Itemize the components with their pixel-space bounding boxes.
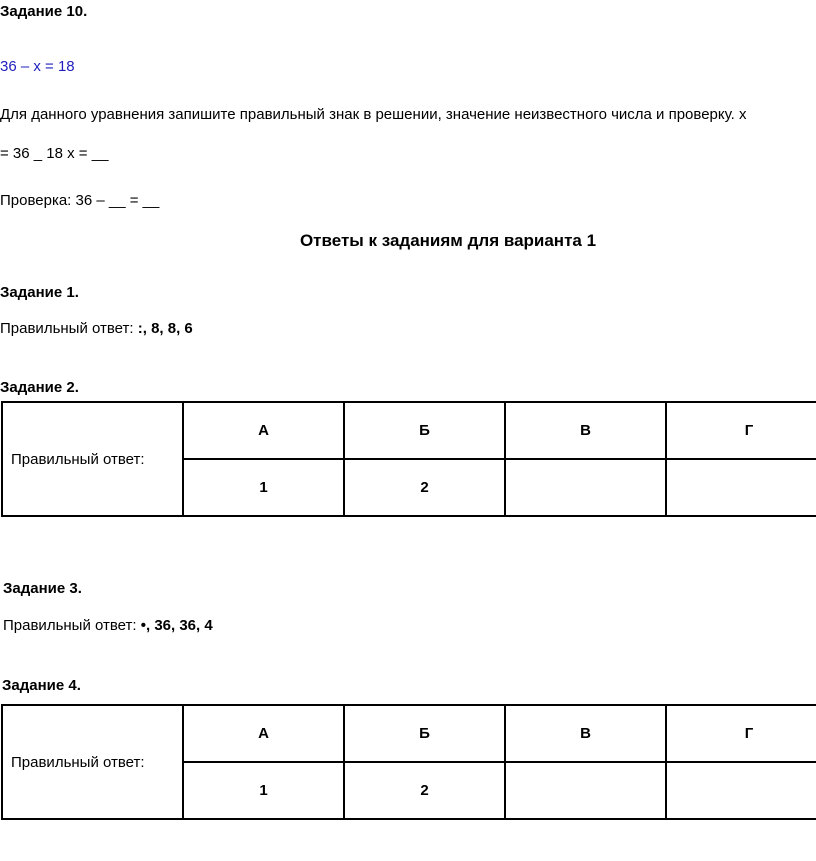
answer4-table: [1, 704, 816, 820]
answer4-header-a: А: [183, 705, 344, 762]
answer4-header-g: Г: [666, 705, 816, 762]
answer4-value-b: 2: [344, 762, 505, 819]
answer3-line: [3, 617, 213, 634]
answer1-line: [0, 320, 193, 337]
answer2-header-a: А: [183, 402, 344, 459]
answer3-label: Правильный ответ:: [3, 617, 141, 634]
answer1-title: Задание 1.: [0, 284, 79, 301]
answer2-value-v: [505, 459, 666, 516]
task10-title: Задание 10.: [0, 3, 88, 20]
answer4-value-g: [666, 762, 816, 819]
answer4-header-row: [2, 705, 816, 762]
task10-solution-line: = 36 _ 18 х = __: [0, 145, 109, 162]
answer4-title: Задание 4.: [2, 677, 81, 694]
answer2-header-row: [2, 402, 816, 459]
answer3-value: •, 36, 36, 4: [140, 617, 213, 634]
task10-check-line: Проверка: 36 – __ = __: [0, 192, 160, 209]
answer2-value-g: [666, 459, 816, 516]
answer2-row-label: Правильный ответ:: [2, 402, 183, 516]
answers-heading: Ответы к заданиям для варианта 1: [299, 231, 597, 250]
answer2-title: Задание 2.: [0, 379, 79, 396]
answer3-title: Задание 3.: [3, 580, 82, 597]
answer4-header-b: Б: [344, 705, 505, 762]
answer4-row-label: Правильный ответ:: [2, 705, 183, 819]
answer1-label: Правильный ответ:: [0, 320, 138, 337]
answer2-header-b: Б: [344, 402, 505, 459]
task10-equation: 36 – x = 18: [0, 58, 75, 75]
answer2-header-g: Г: [666, 402, 816, 459]
answer1-value: :, 8, 8, 6: [137, 320, 193, 337]
task10-instruction: Для данного уравнения запишите правильный знак в решении, значение неизвестного числа и проверку. х: [0, 106, 747, 123]
answer2-header-v: В: [505, 402, 666, 459]
answer4-header-v: В: [505, 705, 666, 762]
answer4-value-a: 1: [183, 762, 344, 819]
answer2-table: [1, 401, 816, 517]
answer2-value-a: 1: [183, 459, 344, 516]
answer4-value-v: [505, 762, 666, 819]
answer2-value-b: 2: [344, 459, 505, 516]
